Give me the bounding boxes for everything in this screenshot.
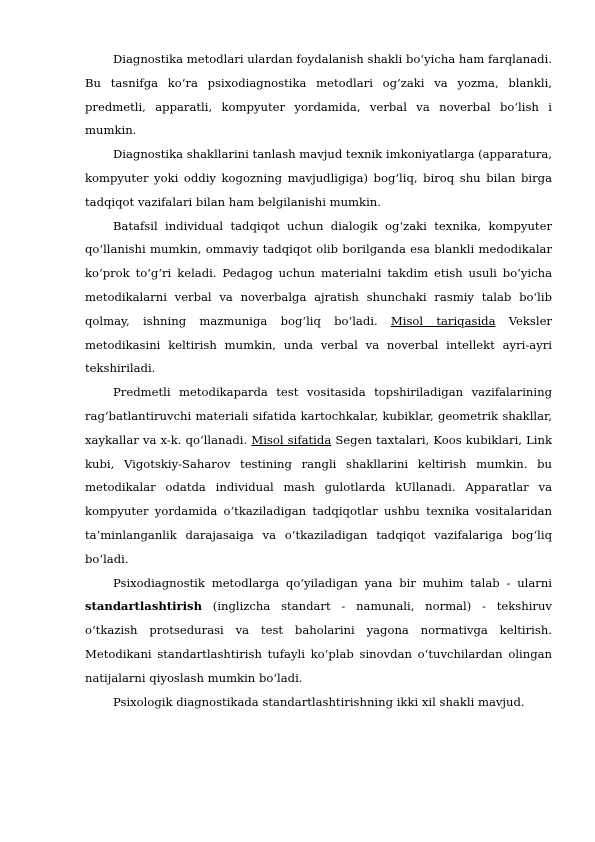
paragraph-text: Diagnostika metodlari ulardan foydalanish shakli bo‘yicha ham farqlanadi. Bu tasnifga ko‘ra psixodiagnostika metodlari og‘zaki va yozma, blankli, predmetli, apparatli, kompyuter yordamida, verbal va noverbal bo‘lish i mumkin. xyxy=(85,52,552,138)
paragraph xyxy=(85,691,552,715)
paragraph xyxy=(85,48,552,143)
paragraph-text: Predmetli metodikaparda test vositasida topshiriladigan vazifalarining rag‘batlantiruvchi materiali sifatida kartochkalar, kubiklar, geometrik shakllar, xaykallar va x-k. qo‘llanadi. xyxy=(85,385,552,447)
paragraph-text: Veksler metodikasini keltirish mumkin, unda verbal va noverbal intellekt ayri-ayri tekshiriladi. xyxy=(85,313,552,376)
paragraph-text: (inglizcha standart - namunali, normal) - tekshiruv o‘tkazish protsedurasi va test baholarini yagona normativga keltirish. Metodikani standartlashtirish tufayli ko‘plab sinovdan o‘tuvchilardan olingan natijalarni qiyoslash mumkin bo‘ladi. xyxy=(85,599,552,685)
paragraph xyxy=(85,143,552,214)
bold-term: standartlashtirish xyxy=(85,599,203,614)
paragraph-text: Diagnostika shakllarini tanlash mavjud texnik imkoniyatlarga (apparatura, kompyuter yoki oddiy kogozning mavjudligiga) bog‘liq, biroq shu bilan birga tadqiqot vazifalari bilan ham belgilanishi mumkin. xyxy=(85,147,552,209)
underlined-phrase: Misol tariqasida xyxy=(390,313,496,328)
document-page xyxy=(85,48,552,714)
paragraph xyxy=(85,572,552,691)
paragraph-text: Psixodiagnostik metodlarga qo‘yiladigan yana bir muhim talab - ularni xyxy=(113,575,552,590)
paragraph xyxy=(85,215,552,382)
paragraph-text: Batafsil individual tadqiqot uchun dialogik og‘zaki texnika, kompyuter qo‘llanishi mumkin, ommaviy tadqiqot olib borilganda esa blankli medodikalar ko‘prok to‘g‘ri keladi. Pedagog uchun materialni takdim etish usuli bo‘yicha metodikalarni verbal va noverbalga ajratish shunchaki rasmiy talab bo‘lib qolmay, ishning mazmuniga bog‘liq bo‘ladi. xyxy=(85,218,552,328)
underlined-phrase: Misol sifatida xyxy=(251,432,332,447)
paragraph xyxy=(85,381,552,571)
paragraph-text: Segen taxtalari, Koos kubiklari, Link kubi, Vigotskiy-Saharov testining rangli shakllarini keltirish mumkin. bu metodikalar odatda individual mash gulotlarda kUllanadi. Apparatlar va kompyuter yordamida o‘tkaziladigan tadqiqotlar ushbu texnika vositalaridan ta’minlanganlik darajasaiga va o‘tkaziladigan tadqiqot vazifalariga bog‘liq bo‘ladi. xyxy=(85,432,552,566)
paragraph-text: Psixologik diagnostikada standartlashtirishning ikki xil shakli mavjud. xyxy=(113,694,525,709)
